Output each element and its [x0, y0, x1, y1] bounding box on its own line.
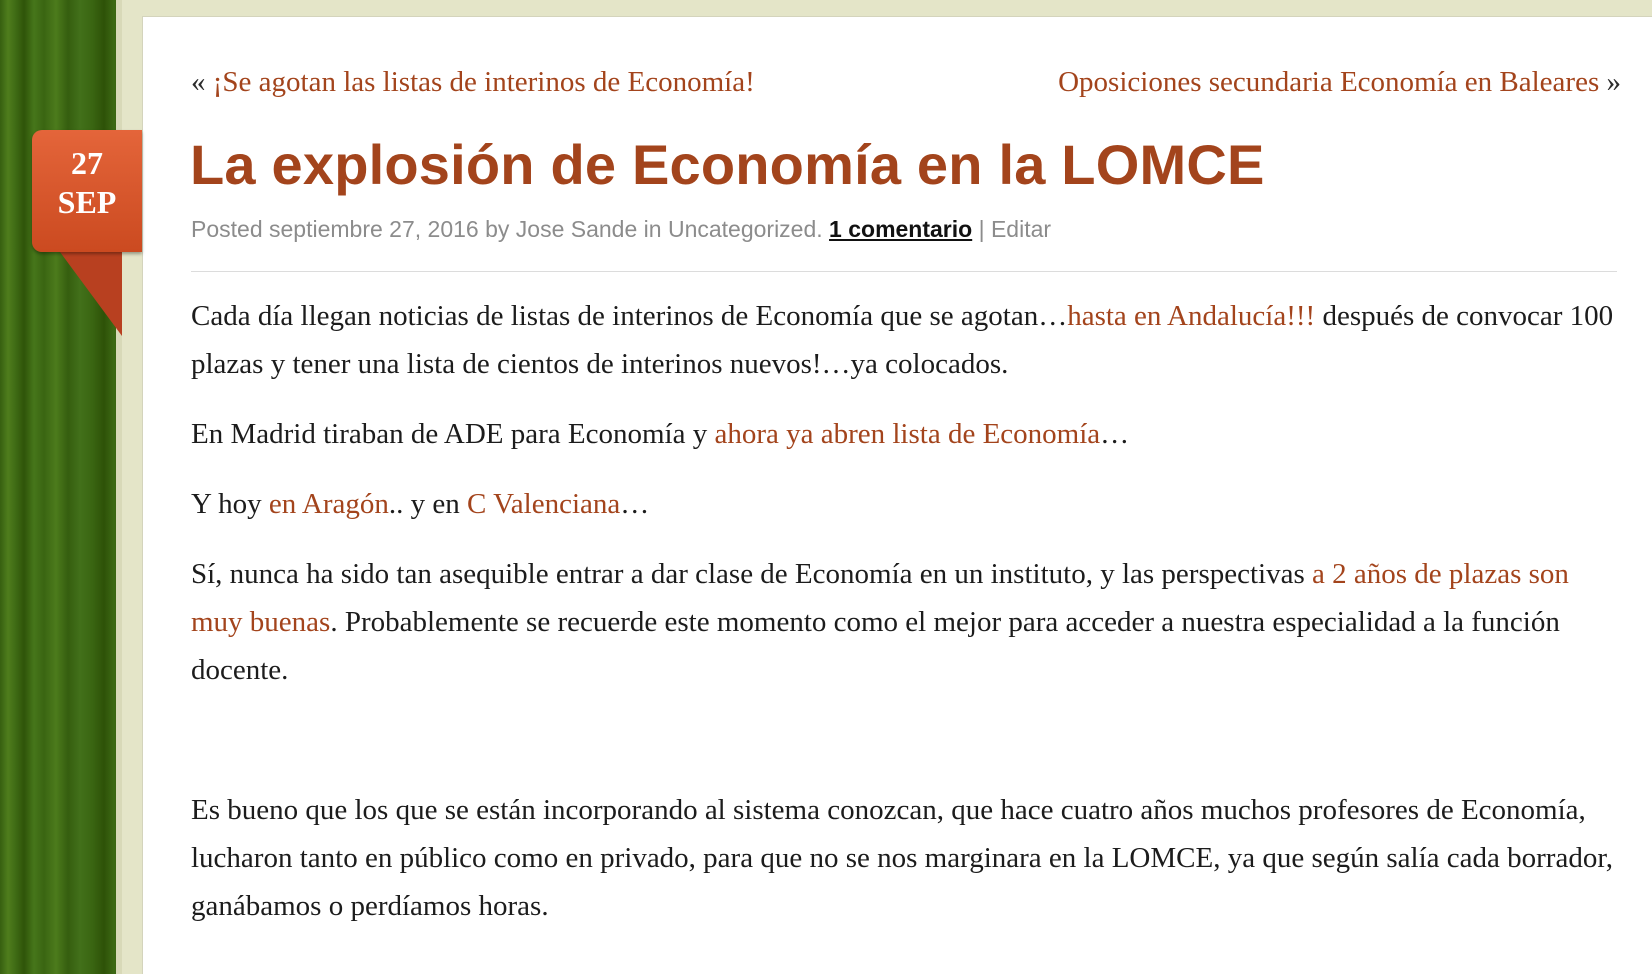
- post-meta: [191, 216, 1051, 243]
- paragraph-3: [191, 480, 1627, 528]
- spacer: [191, 716, 1627, 786]
- by-text: by: [478, 216, 516, 242]
- meta-dot: .: [816, 216, 830, 242]
- p5-text: Es bueno que los que se están incorporando al sistema conozcan, que hace cuatro años muchos profesores de Economía, lucharon tanto en público como en privado, para que no se nos marginara en la LOMCE, ya que según salía cada borrador, ganábamos o perdíamos horas.: [191, 794, 1614, 922]
- paragraph-4: [191, 550, 1627, 694]
- post-title: La explosión de Economía en la LOMCE: [190, 133, 1265, 196]
- next-post: [1058, 66, 1621, 99]
- paragraph-2: [191, 410, 1627, 458]
- p2-text: En Madrid tiraban de ADE para Economía y: [191, 418, 715, 450]
- edit-link[interactable]: Editar: [990, 216, 1052, 242]
- link-aragon[interactable]: en Aragón: [268, 488, 389, 520]
- prev-post-link[interactable]: ¡Se agotan las listas de interinos de Economía!: [212, 66, 755, 98]
- meta-separator: |: [972, 216, 991, 242]
- post-date: septiembre 27, 2016: [269, 216, 479, 242]
- posted-prefix: Posted: [191, 216, 269, 242]
- meta-divider: [191, 271, 1617, 272]
- date-day: 27: [71, 145, 103, 181]
- post-body: [191, 292, 1627, 952]
- post-author: Jose Sande: [515, 216, 638, 242]
- post-navigation: [191, 66, 1621, 106]
- next-post-link[interactable]: Oposiciones secundaria Economía en Baleares: [1058, 66, 1600, 98]
- link-madrid-lista[interactable]: ahora ya abren lista de Economía: [714, 418, 1101, 450]
- in-text: in: [637, 216, 668, 242]
- p4-text-2: . Probablemente se recuerde este momento como el mejor para acceder a nuestra especialidad a la función docente.: [191, 606, 1560, 686]
- p1-text: Cada día llegan noticias de listas de interinos de Economía que se agotan…: [191, 300, 1068, 332]
- link-plazas[interactable]: a 2 años de plazas son muy buenas: [191, 558, 1569, 638]
- prev-arrow: «: [191, 66, 206, 98]
- p2-text-2: …: [1100, 418, 1130, 450]
- p1-text-2: después de convocar 100 plazas y tener una lista de cientos de interinos nuevos!…ya colocados.: [191, 300, 1614, 380]
- date-month: SEP: [57, 184, 117, 220]
- post-category: Uncategorized: [667, 216, 817, 242]
- date-ribbon-fold: [60, 252, 122, 336]
- date-badge: [32, 130, 142, 252]
- link-valenciana[interactable]: C Valenciana: [467, 488, 621, 520]
- paragraph-5: [191, 786, 1627, 930]
- link-andalucia[interactable]: hasta en Andalucía!!!: [1067, 300, 1316, 332]
- prev-post: [191, 66, 755, 99]
- paragraph-1: [191, 292, 1627, 388]
- p3-text-3: …: [620, 488, 650, 520]
- p4-text: Sí, nunca ha sido tan asequible entrar a dar clase de Economía en un instituto, y las perspectivas: [191, 558, 1312, 590]
- next-arrow: »: [1606, 66, 1621, 98]
- p3-text-2: .. y en: [388, 488, 467, 520]
- p3-text: Y hoy: [191, 488, 269, 520]
- comments-link[interactable]: 1 comentario: [829, 216, 973, 242]
